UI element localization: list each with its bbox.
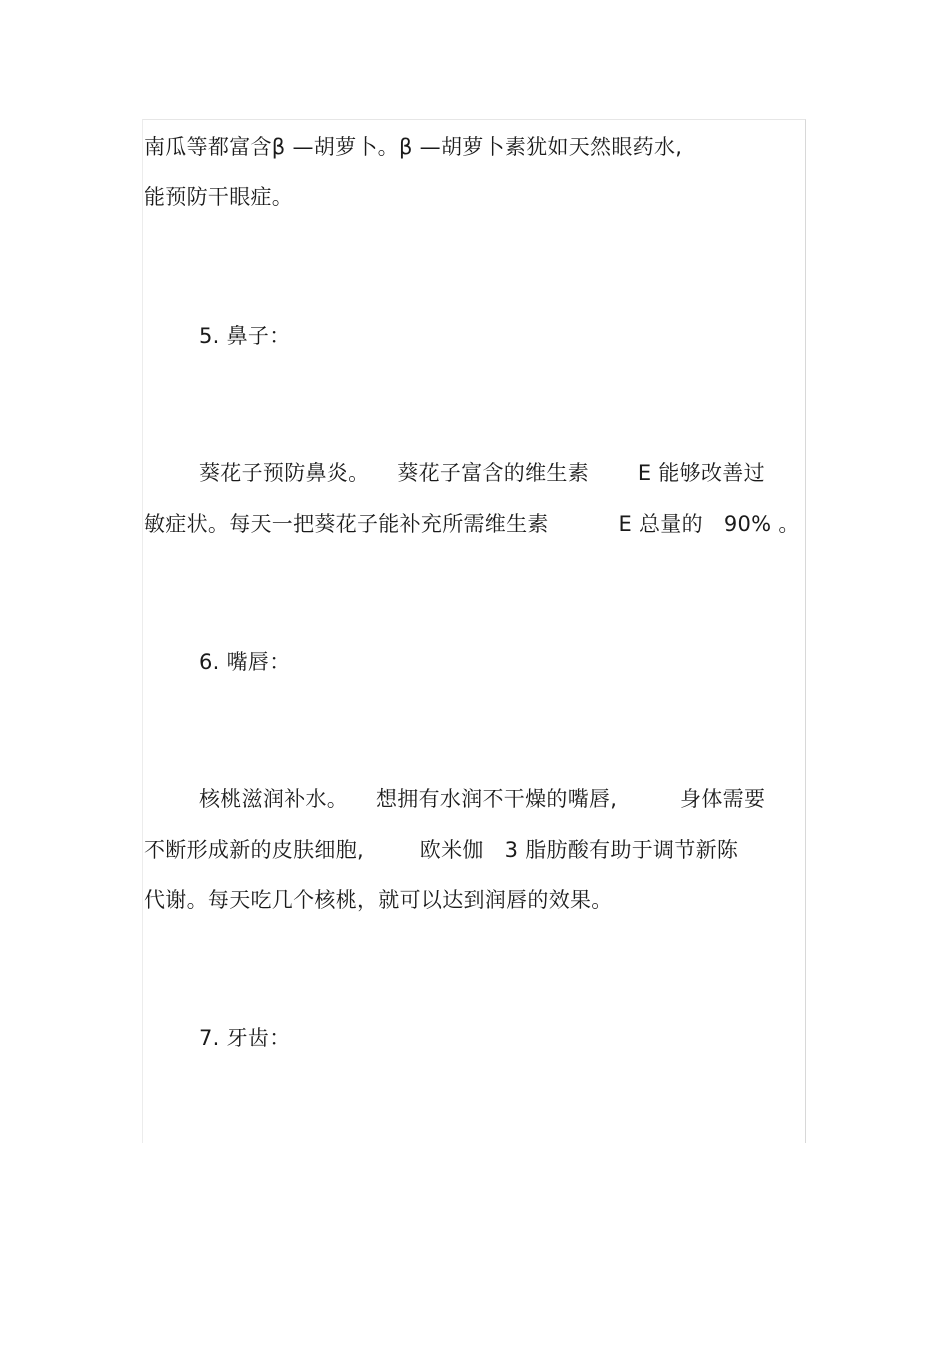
paragraph-line: 南瓜等都富含β —胡萝卜。β —胡萝卜素犹如天然眼药水,	[144, 135, 683, 159]
section-heading-teeth: 7. 牙齿：	[199, 1026, 291, 1050]
section-heading-lips: 6. 嘴唇：	[199, 650, 291, 674]
paragraph-line: 不断形成新的皮肤细胞, 欧米伽 3 脂肪酸有助于调节新陈	[144, 838, 739, 862]
paragraph-line: 代谢。每天吃几个核桃，就可以达到润唇的效果。	[144, 888, 613, 912]
paragraph-line: 核桃滋润补水。 想拥有水润不干燥的嘴唇, 身体需要	[199, 787, 766, 811]
paragraph-line: 敏症状。每天一把葵花子能补充所需维生素 E 总量的 90% 。	[144, 512, 800, 536]
section-heading-nose: 5. 鼻子：	[199, 324, 291, 348]
paragraph-line: 葵花子预防鼻炎。 葵花子富含的维生素 E 能够改善过	[199, 461, 765, 485]
paragraph-line: 能预防干眼症。	[144, 185, 294, 209]
page-frame	[142, 119, 806, 1143]
